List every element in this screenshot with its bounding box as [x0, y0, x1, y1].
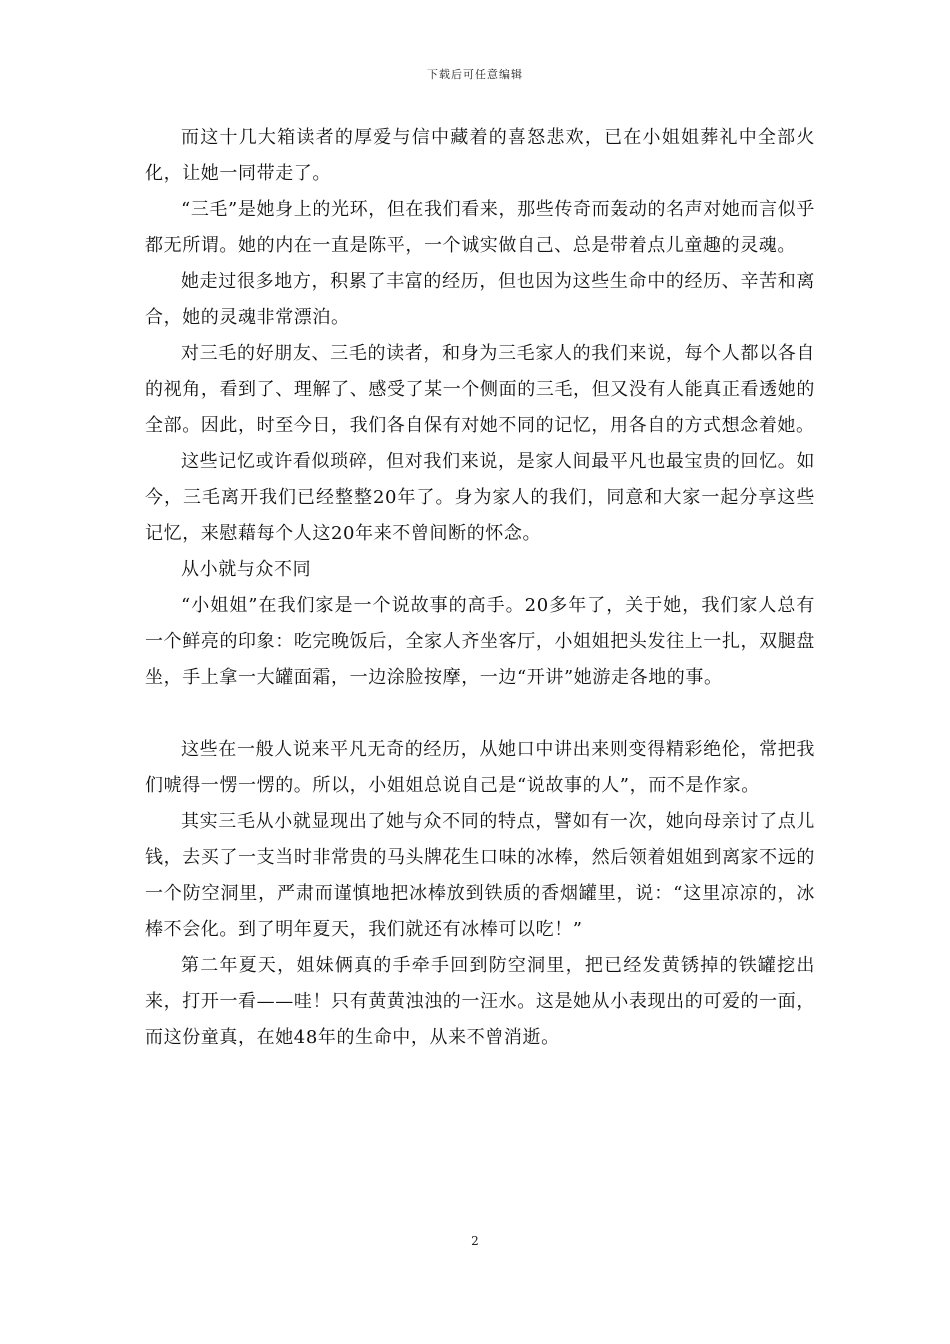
page-header: 下载后可任意编辑	[427, 68, 523, 81]
section-heading: 从小就与众不同	[181, 559, 312, 580]
paragraph: 而这十几大箱读者的厚爱与信中藏着的喜怒悲欢，已在小姐姐葬礼中全部火化，让她一同带走了。	[145, 127, 815, 184]
document-body	[145, 120, 815, 1056]
paragraph: “小姐姐”在我们家是一个说故事的高手。20多年了，关于她，我们家人总有一个鲜亮的印象：吃完晚饭后，全家人齐坐客厅，小姐姐把头发往上一扎，双腿盘坐，手上拿一大罐面霜，一边涂脸按摩，一边“开讲”她游走各地的事。	[145, 595, 815, 688]
paragraph: 其实三毛从小就显现出了她与众不同的特点，譬如有一次，她向母亲讨了点儿钱，去买了一支当时非常贵的马头牌花生口味的冰棒，然后领着姐姐到离家不远的一个防空洞里，严肃而谨慎地把冰棒放到铁质的香烟罐里，说：“这里凉凉的，冰棒不会化。到了明年夏天，我们就还有冰棒可以吃！”	[145, 811, 815, 940]
paragraph: 这些在一般人说来平凡无奇的经历，从她口中讲出来则变得精彩绝伦，常把我们唬得一愣一愣的。所以，小姐姐总说自己是“说故事的人”，而不是作家。	[145, 739, 815, 796]
paragraph: 第二年夏天，姐妹俩真的手牵手回到防空洞里，把已经发黄锈掉的铁罐挖出来，打开一看——哇！只有黄黄浊浊的一汪水。这是她从小表现出的可爱的一面，而这份童真，在她48年的生命中，从来不曾消逝。	[145, 955, 815, 1048]
page-number: 2	[471, 1234, 479, 1248]
paragraph: “三毛”是她身上的光环，但在我们看来，那些传奇而轰动的名声对她而言似乎都无所谓。她的内在一直是陈平，一个诚实做自己、总是带着点儿童趣的灵魂。	[145, 199, 815, 256]
paragraph: 对三毛的好朋友、三毛的读者，和身为三毛家人的我们来说，每个人都以各自的视角，看到了、理解了、感受了某一个侧面的三毛，但又没有人能真正看透她的全部。因此，时至今日，我们各自保有对她不同的记忆，用各自的方式想念着她。	[145, 343, 815, 436]
paragraph: 这些记忆或许看似琐碎，但对我们来说，是家人间最平凡也最宝贵的回忆。如今，三毛离开我们已经整整20年了。身为家人的我们，同意和大家一起分享这些记忆，来慰藉每个人这20年来不曾间断的怀念。	[145, 451, 815, 544]
paragraph: 她走过很多地方，积累了丰富的经历，但也因为这些生命中的经历、辛苦和离合，她的灵魂非常漂泊。	[145, 271, 815, 328]
